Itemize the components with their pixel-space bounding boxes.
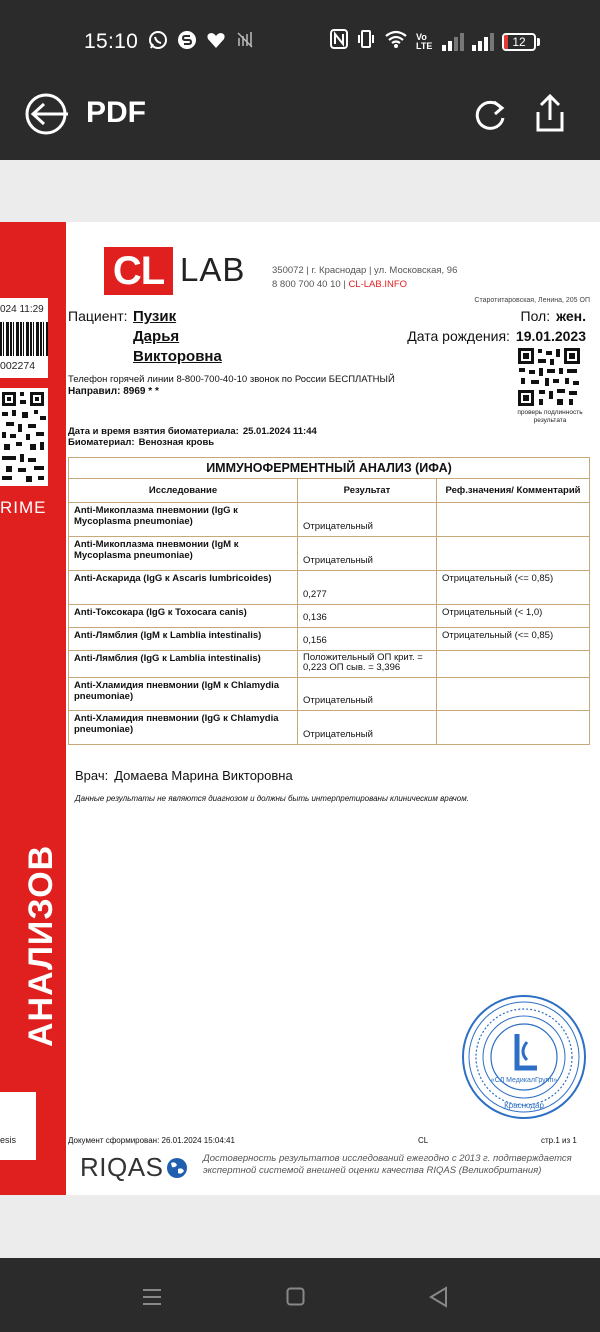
test-result: Отрицательный bbox=[298, 711, 437, 745]
patient-patronymic: Викторовна bbox=[133, 348, 222, 365]
signal-strength-2-icon bbox=[472, 33, 494, 51]
logo-cl: CL bbox=[104, 247, 173, 295]
pdf-page bbox=[0, 222, 600, 1195]
test-result: Положительный ОП крит. = 0,223 ОП сыв. = 3,396 bbox=[298, 651, 437, 678]
sample-time-label: Дата и время взятия биоматериала: bbox=[68, 426, 239, 437]
test-ref bbox=[437, 711, 590, 745]
verify-qr-code-icon[interactable] bbox=[517, 347, 581, 407]
sample-time-value: 25.01.2024 11:44 bbox=[242, 426, 317, 437]
footer-code: CL bbox=[418, 1136, 429, 1145]
stamp-city: Краснодар bbox=[504, 1101, 544, 1110]
dob-value: 19.01.2023 bbox=[515, 328, 586, 344]
test-name: Anti-Микоплазма пневмонии (IgM к Mycoplasma pneumoniae) bbox=[69, 537, 298, 571]
nfc-icon bbox=[330, 29, 348, 54]
header-result: Результат bbox=[298, 479, 437, 503]
biomaterial bbox=[68, 437, 214, 448]
test-result: 0,156 bbox=[298, 628, 437, 651]
patient-surname: Пузик bbox=[133, 308, 177, 325]
lab-phone: 8 800 700 40 10 | bbox=[272, 279, 349, 290]
globe-icon bbox=[166, 1157, 188, 1179]
test-name: Anti-Хламидия пневмонии (IgM к Chlamydia pneumoniae) bbox=[69, 678, 298, 711]
test-name: Anti-Аскарида (IgG к Ascaris lumbricoides) bbox=[69, 571, 298, 605]
table-row bbox=[69, 628, 590, 651]
table-row bbox=[69, 571, 590, 605]
patient-sex bbox=[460, 308, 586, 324]
app-title: PDF bbox=[86, 96, 146, 129]
table-row bbox=[69, 651, 590, 678]
patient-dob bbox=[380, 328, 586, 344]
test-name: Anti-Лямблия (IgM к Lamblia intestinalis) bbox=[69, 628, 298, 651]
strip-number: 002274 bbox=[0, 356, 48, 378]
recent-apps-icon[interactable] bbox=[141, 1286, 163, 1308]
test-ref bbox=[437, 678, 590, 711]
doctor-name: Домаева Марина Викторовна bbox=[114, 768, 293, 783]
test-result: Отрицательный bbox=[298, 678, 437, 711]
test-ref bbox=[437, 503, 590, 537]
no-signal-grid-icon bbox=[235, 30, 255, 50]
test-result: 0,277 bbox=[298, 571, 437, 605]
table-row bbox=[69, 537, 590, 571]
test-ref bbox=[437, 651, 590, 678]
side-qr-code-icon bbox=[0, 388, 48, 486]
generated-at: Документ сформирован: 26.01.2024 15:04:41 bbox=[68, 1136, 235, 1145]
riqas-logo: RIQAS bbox=[80, 1152, 164, 1182]
test-result: 0,136 bbox=[298, 605, 437, 628]
battery-icon: 12 bbox=[502, 33, 540, 51]
volte-icon: Vo LTE bbox=[416, 31, 433, 51]
referral-text: Направил: 8969 * * bbox=[68, 386, 159, 397]
test-ref: Отрицательный (< 1,0) bbox=[437, 605, 590, 628]
test-name: Anti-Микоплазма пневмонии (IgG к Mycoplasma pneumoniae) bbox=[69, 503, 298, 537]
back-arrow-circle-icon[interactable] bbox=[24, 92, 68, 136]
share-icon[interactable] bbox=[530, 92, 570, 134]
table-row bbox=[69, 711, 590, 745]
biomaterial-value: Венозная кровь bbox=[138, 437, 215, 448]
lab-site-link[interactable]: CL-LAB.INFO bbox=[348, 279, 408, 290]
lab-stamp-seal bbox=[461, 994, 587, 1120]
results-title: ИММУНОФЕРМЕНТНЫЙ АНАЛИЗ (ИФА) bbox=[69, 458, 590, 479]
wifi-icon bbox=[384, 29, 408, 54]
home-icon[interactable] bbox=[286, 1287, 305, 1306]
heart-app-icon bbox=[206, 30, 226, 50]
refresh-icon[interactable] bbox=[470, 94, 510, 134]
page-number: стр.1 из 1 bbox=[541, 1136, 577, 1145]
test-name: Anti-Токсокара (IgG к Toxocara canis) bbox=[69, 605, 298, 628]
system-icons bbox=[330, 29, 540, 54]
test-result: Отрицательный bbox=[298, 503, 437, 537]
dob-label: Дата рождения: bbox=[407, 328, 510, 344]
test-name: Anti-Хламидия пневмонии (IgG к Chlamydia pneumoniae) bbox=[69, 711, 298, 745]
table-row bbox=[69, 605, 590, 628]
barcode-icon bbox=[0, 322, 48, 356]
riqas-statement: Достоверность результатов исследований ежегодно с 2013 г. подтверждается экспертной системой внешней оценки качества RIQAS (Великобритания) bbox=[203, 1153, 572, 1176]
top-bar bbox=[0, 0, 600, 160]
disclaimer: Данные результаты не являются диагнозом и должны быть интерпретированы клиническим врачом. bbox=[75, 794, 469, 803]
table-row bbox=[69, 678, 590, 711]
strip-prime-text: RIME bbox=[0, 498, 47, 517]
vibrate-icon bbox=[356, 29, 376, 54]
test-result: Отрицательный bbox=[298, 537, 437, 571]
s-app-icon bbox=[177, 30, 197, 50]
hotline-text: Телефон горячей линии 8-800-700-40-10 звонок по России БЕСПЛАТНЫЙ bbox=[68, 374, 395, 385]
stamp-center-text: «СЛ МедикалГрупп» bbox=[490, 1077, 558, 1084]
test-name: Anti-Лямблия (IgG к Lamblia intestinalis) bbox=[69, 651, 298, 678]
patient-name bbox=[133, 307, 222, 367]
nav-back-icon[interactable] bbox=[428, 1286, 450, 1308]
header-test: Исследование bbox=[69, 479, 298, 503]
sample-time bbox=[68, 426, 317, 437]
whatsapp-icon bbox=[148, 30, 168, 50]
doctor bbox=[75, 768, 293, 783]
lab-contacts bbox=[272, 279, 407, 290]
sex-label: Пол: bbox=[520, 308, 551, 324]
test-ref: Отрицательный (<= 0,85) bbox=[437, 628, 590, 651]
notification-icons bbox=[148, 30, 255, 50]
branch-address: Старотитаровская, Ленина, 205 ОП bbox=[474, 297, 590, 304]
logo-lab: LAB bbox=[180, 251, 246, 288]
strip-date: 024 11:29 bbox=[0, 298, 48, 324]
doctor-label: Врач: bbox=[75, 768, 109, 783]
strip-vertical-text: АНАЛИЗОВ bbox=[22, 844, 60, 1047]
sex-value: жен. bbox=[556, 308, 586, 324]
test-ref bbox=[437, 537, 590, 571]
results-table bbox=[68, 457, 590, 745]
patient-first-name: Дарья bbox=[133, 328, 180, 345]
qr-caption: проверь подлинность результата bbox=[517, 409, 583, 424]
strip-box: esis bbox=[0, 1092, 36, 1160]
status-time: 15:10 bbox=[84, 30, 139, 53]
header-ref: Реф.значения/ Комментарий bbox=[437, 479, 590, 503]
lab-address: 350072 | г. Краснодар | ул. Московская, 96 bbox=[272, 265, 458, 276]
biomaterial-label: Биоматериал: bbox=[68, 437, 135, 448]
test-ref: Отрицательный (<= 0,85) bbox=[437, 571, 590, 605]
patient-label: Пациент: bbox=[68, 308, 128, 324]
table-row bbox=[69, 503, 590, 537]
signal-strength-1-icon bbox=[442, 33, 464, 51]
